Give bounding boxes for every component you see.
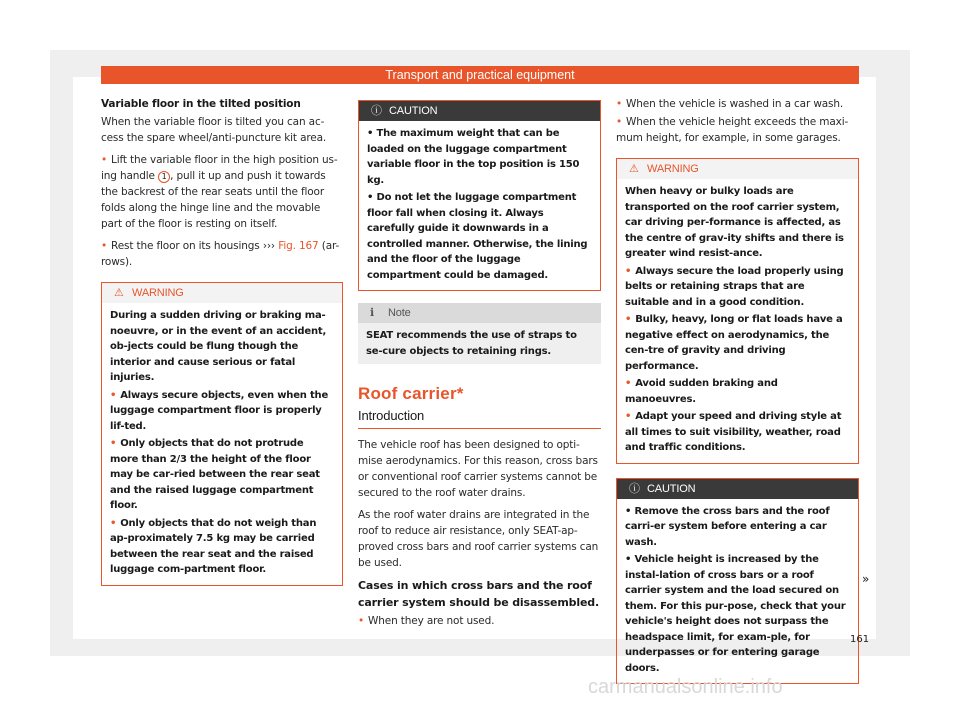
caution-box	[616, 478, 859, 685]
warning-text: During a sudden driving or braking ma-noeuvre, or in the event of an accident, ob-jects could be flung though the interior and cause serious or fatal injuries.	[110, 310, 327, 383]
handle-number-badge: 1	[158, 171, 170, 183]
caution-body	[617, 499, 858, 684]
warning-box	[616, 158, 859, 464]
bullet-icon: •	[101, 154, 108, 166]
caution-item: • Vehicle height is increased by the instal-lation of cross bars or a roof carrier system and the load secured on them. For this pur-pose, check that your vehicle's height does not surpass the headspace limit, for exam-ple, for underpasses or for entering garage doors.	[625, 554, 846, 674]
watermark: carmanualsonline.info	[588, 676, 783, 698]
note-box	[358, 303, 601, 364]
warning-triangle-icon: ⚠	[629, 163, 639, 175]
note-text: SEAT recommends the use of straps to se-cure objects to retaining rings.	[366, 330, 577, 357]
warning-triangle-icon: ⚠	[114, 287, 124, 299]
warning-item: • Avoid sudden braking and manoeuvres.	[625, 378, 778, 405]
warning-body	[102, 303, 342, 585]
note-icon: ℹ	[370, 307, 375, 319]
paragraph-1: The vehicle roof has been designed to opti-mise aerodynamics. For this reason, cross bars or conventional roof carrier systems cannot be secured to the roof water drains.	[358, 439, 598, 499]
paragraph-2: As the roof water drains are integrated in the roof to reduce air resistance, only SEAT-ap-proved cross bars and roof carrier systems can be used.	[358, 509, 599, 569]
caution-body	[359, 121, 600, 290]
warning-header: ⚠ WARNING	[102, 283, 342, 303]
caution-header: ⓘ CAUTION	[617, 479, 858, 499]
warning-text: When heavy or bulky loads are transported on the roof carrier system, car driving per-formance is affected, as the centre of grav-ity shifts and there is greater wind resist-ance.	[625, 186, 844, 259]
bullet-icon: •	[101, 240, 108, 252]
caution-item: • The maximum weight that can be loaded on the luggage compartment variable floor in the top position is 150 kg.	[367, 128, 580, 186]
figure-link[interactable]: Fig. 167	[278, 240, 319, 252]
warning-item: • Bulky, heavy, long or flat loads have a negative effect on aerodynamics, the cen-tre of gravity and driving performance.	[625, 314, 843, 372]
continue-arrow-icon: »	[862, 572, 870, 586]
section-header: Transport and practical equipment	[101, 66, 859, 84]
info-circle-icon: ⓘ	[629, 482, 640, 495]
note-header: ℹ Note	[358, 303, 601, 323]
column-2	[358, 100, 601, 635]
warning-header: ⚠ WARNING	[617, 159, 858, 179]
caution-item: • Do not let the luggage compartment floor fall when closing it. Always carefully guide it downwards in a controlled manner. Otherwise, the lining and the floor of the luggage compartment could be damaged.	[367, 192, 588, 281]
intro-paragraph: When the variable floor is tilted you can ac-cess the spare wheel/anti-puncture kit area.	[101, 116, 327, 144]
step-1: • Lift the variable floor in the high position us-ing handle 1 , pull it up and push it towards the backrest of the rear seats until the floor folds along the hinge line and the movable part of the floor is resting on itself.	[101, 154, 338, 230]
caution-box	[358, 100, 601, 291]
warning-box	[101, 282, 343, 586]
case-item: • When the vehicle height exceeds the maxi-mum height, for example, in some garages.	[616, 116, 849, 144]
heading-variable-floor: Variable floor in the tilted position	[101, 98, 301, 110]
case-item: • When they are not used.	[358, 615, 495, 627]
warning-item: • Adapt your speed and driving style at all times to suit visibility, weather, road and traffic conditions.	[625, 411, 842, 453]
caution-item: • Remove the cross bars and the roof carri-er system before entering a car wash.	[625, 505, 830, 548]
caution-header: ⓘ CAUTION	[359, 101, 600, 121]
subsection-title: Introduction	[358, 408, 601, 429]
warning-item: • Always secure the load properly using belts or retaining straps that are suitable and in a good condition.	[625, 265, 844, 308]
column-3	[616, 96, 859, 692]
step-2: • Rest the floor on its housings ››› Fig. 167 (ar-rows).	[101, 240, 340, 268]
warning-body	[617, 179, 858, 463]
reference-arrows: ›››	[262, 240, 275, 252]
page-number: 161	[850, 634, 870, 645]
case-item: • When the vehicle is washed in a car wash.	[616, 98, 844, 110]
warning-item: • Only objects that do not protrude more than 2/3 the height of the floor may be car-ried between the rear seat and the raised luggage compartment floor.	[110, 438, 320, 511]
info-circle-icon: ⓘ	[371, 105, 382, 117]
warning-item: • Only objects that do not weigh than ap-proximately 7.5 kg may be carried between the rear seat and the raised luggage com-partment floor.	[110, 517, 317, 575]
column-1	[101, 96, 343, 594]
section-title: Roof carrier*	[358, 384, 464, 403]
heading-cases: Cases in which cross bars and the roof carrier system should be disassembled.	[358, 579, 600, 609]
warning-item: • Always secure objects, even when the luggage compartment floor is properly lif-ted.	[110, 389, 329, 432]
